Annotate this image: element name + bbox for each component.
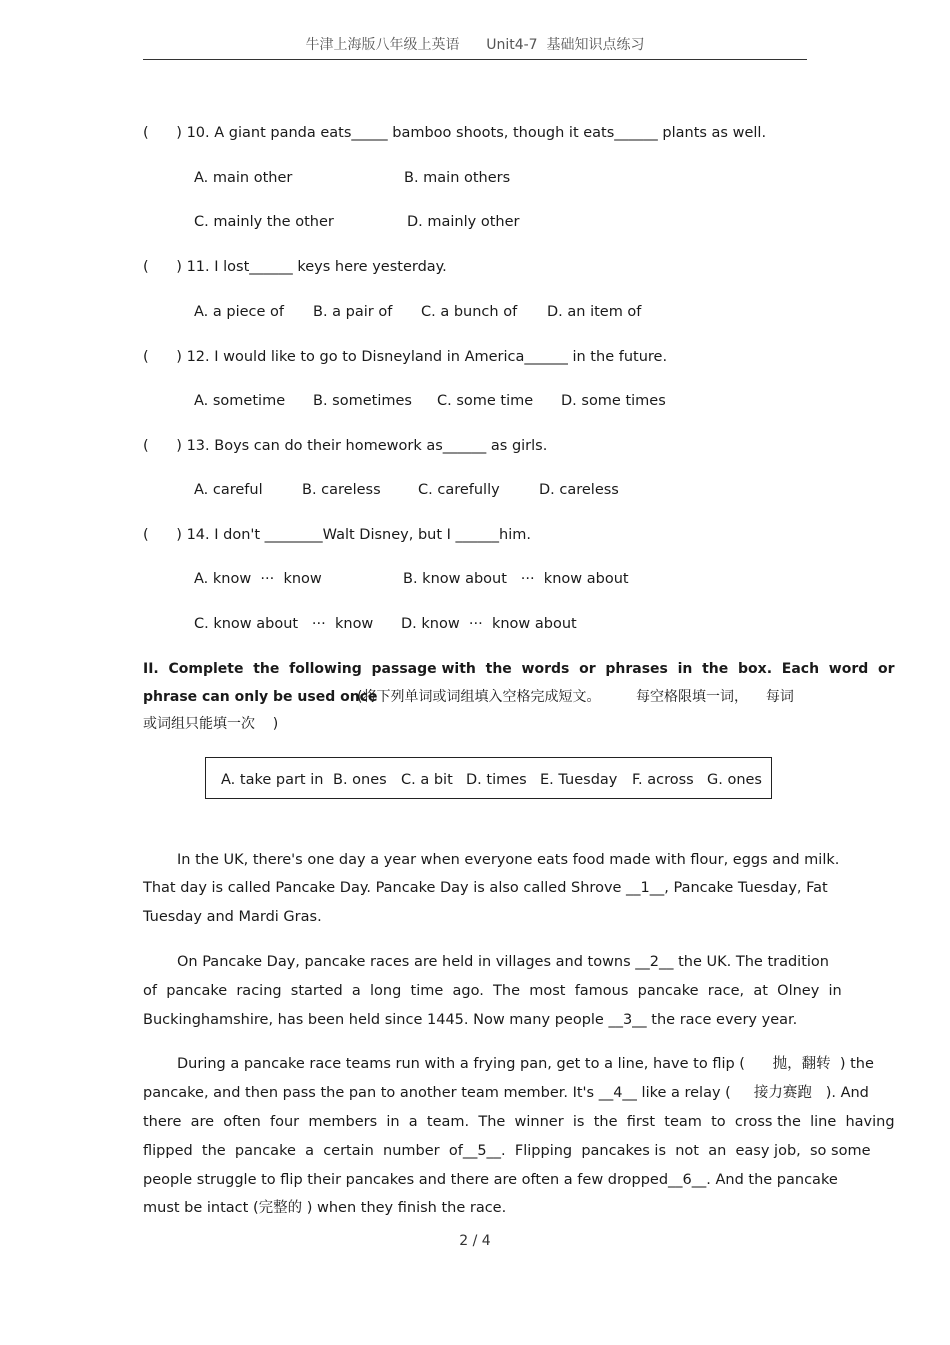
passage-p2-line-3: Buckinghamshire, has been held since 1445. Now many people __3__ the race every year. — [143, 1012, 798, 1028]
question-12-option-a: A. sometime — [194, 393, 286, 409]
passage-p3-line-3: there are often four members in a team. The winner is the first team to cross the line having — [143, 1114, 895, 1130]
word-box-item-d: D. times — [466, 772, 527, 788]
question-13-stem: ( ) 13. Boys can do their homework as______ as girls. — [143, 438, 548, 454]
question-11-option-d: D. an item of — [547, 304, 642, 320]
question-10-option-b: B. main others — [404, 170, 511, 186]
passage-p1-line-1: In the UK, there's one day a year when everyone eats food made with flour, eggs and milk. — [177, 852, 840, 868]
question-10-option-a: A. main other — [194, 170, 293, 186]
question-10-option-d: D. mainly other — [407, 214, 520, 230]
question-13-option-d: D. careless — [539, 482, 619, 498]
question-10-option-c: C. mainly the other — [194, 214, 334, 230]
question-14-option-b: B. know about ··· know about — [403, 571, 629, 587]
word-box-item-e: E. Tuesday — [540, 772, 618, 788]
section-2-instruction-line-1: II. Complete the following passage with the words or phrases in the box. Each word or — [143, 661, 895, 677]
question-11-stem: ( ) 11. I lost______ keys here yesterday. — [143, 259, 447, 275]
passage-p2-line-1: On Pancake Day, pancake races are held in villages and towns __2__ the UK. The tradition — [177, 954, 829, 970]
question-11-option-b: B. a pair of — [313, 304, 393, 320]
section-2-instruction-line-2-cn: (将下列单词或词组填入空格完成短文。 每空格限填一词， 每词 — [357, 689, 794, 705]
section-2-instruction-line-3: 或词组只能填一次 ) — [143, 716, 279, 732]
passage-p1-line-3: Tuesday and Mardi Gras. — [143, 909, 322, 925]
page-header: 牛津上海版八年级上英语 Unit4-7 基础知识点练习 — [305, 37, 645, 53]
question-14-stem: ( ) 14. I don't ________Walt Disney, but I ______him. — [143, 527, 531, 543]
page-number: 2 / 4 — [459, 1233, 491, 1249]
question-11-option-c: C. a bunch of — [421, 304, 518, 320]
passage-p3-line-2: pancake, and then pass the pan to another team member. It's __4__ like a relay ( 接力赛跑 ). And — [143, 1085, 869, 1101]
word-box — [205, 757, 772, 799]
passage-p3-line-6: must be intact (完整的 ) when they finish the race. — [143, 1200, 507, 1216]
passage-p3-line-4: flipped the pancake a certain number of__5__. Flipping pancakes is not an easy job, so some — [143, 1143, 871, 1159]
word-box-item-g: G. ones — [707, 772, 762, 788]
word-box-item-b: B. ones — [333, 772, 387, 788]
passage-p3-line-5: people struggle to flip their pancakes and there are often a few dropped__6__. And the pancake — [143, 1172, 838, 1188]
question-12-stem: ( ) 12. I would like to go to Disneyland in America______ in the future. — [143, 349, 668, 365]
question-12-option-b: B. sometimes — [313, 393, 412, 409]
section-2-instruction-line-2-en: phrase can only be used once — [143, 689, 378, 705]
question-11-option-a: A. a piece of — [194, 304, 285, 320]
word-box-item-a: A. take part in — [221, 772, 324, 788]
question-12-option-d: D. some times — [561, 393, 666, 409]
question-14-option-c: C. know about ··· know — [194, 616, 374, 632]
question-10-stem: ( ) 10. A giant panda eats_____ bamboo shoots, though it eats______ plants as well. — [143, 125, 767, 141]
header-rule — [143, 59, 807, 60]
word-box-item-f: F. across — [632, 772, 694, 788]
passage-p3-line-1: During a pancake race teams run with a frying pan, get to a line, have to flip ( 抛，翻转 ) the — [177, 1056, 874, 1072]
question-13-option-b: B. careless — [302, 482, 381, 498]
question-14-option-a: A. know ··· know — [194, 571, 322, 587]
question-14-option-d: D. know ··· know about — [401, 616, 577, 632]
question-13-option-c: C. carefully — [418, 482, 500, 498]
question-12-option-c: C. some time — [437, 393, 534, 409]
question-13-option-a: A. careful — [194, 482, 263, 498]
word-box-item-c: C. a bit — [401, 772, 453, 788]
passage-p2-line-2: of pancake racing started a long time ago. The most famous pancake race, at Olney in — [143, 983, 842, 999]
passage-p1-line-2: That day is called Pancake Day. Pancake Day is also called Shrove __1__, Pancake Tuesday, Fat — [143, 880, 828, 896]
